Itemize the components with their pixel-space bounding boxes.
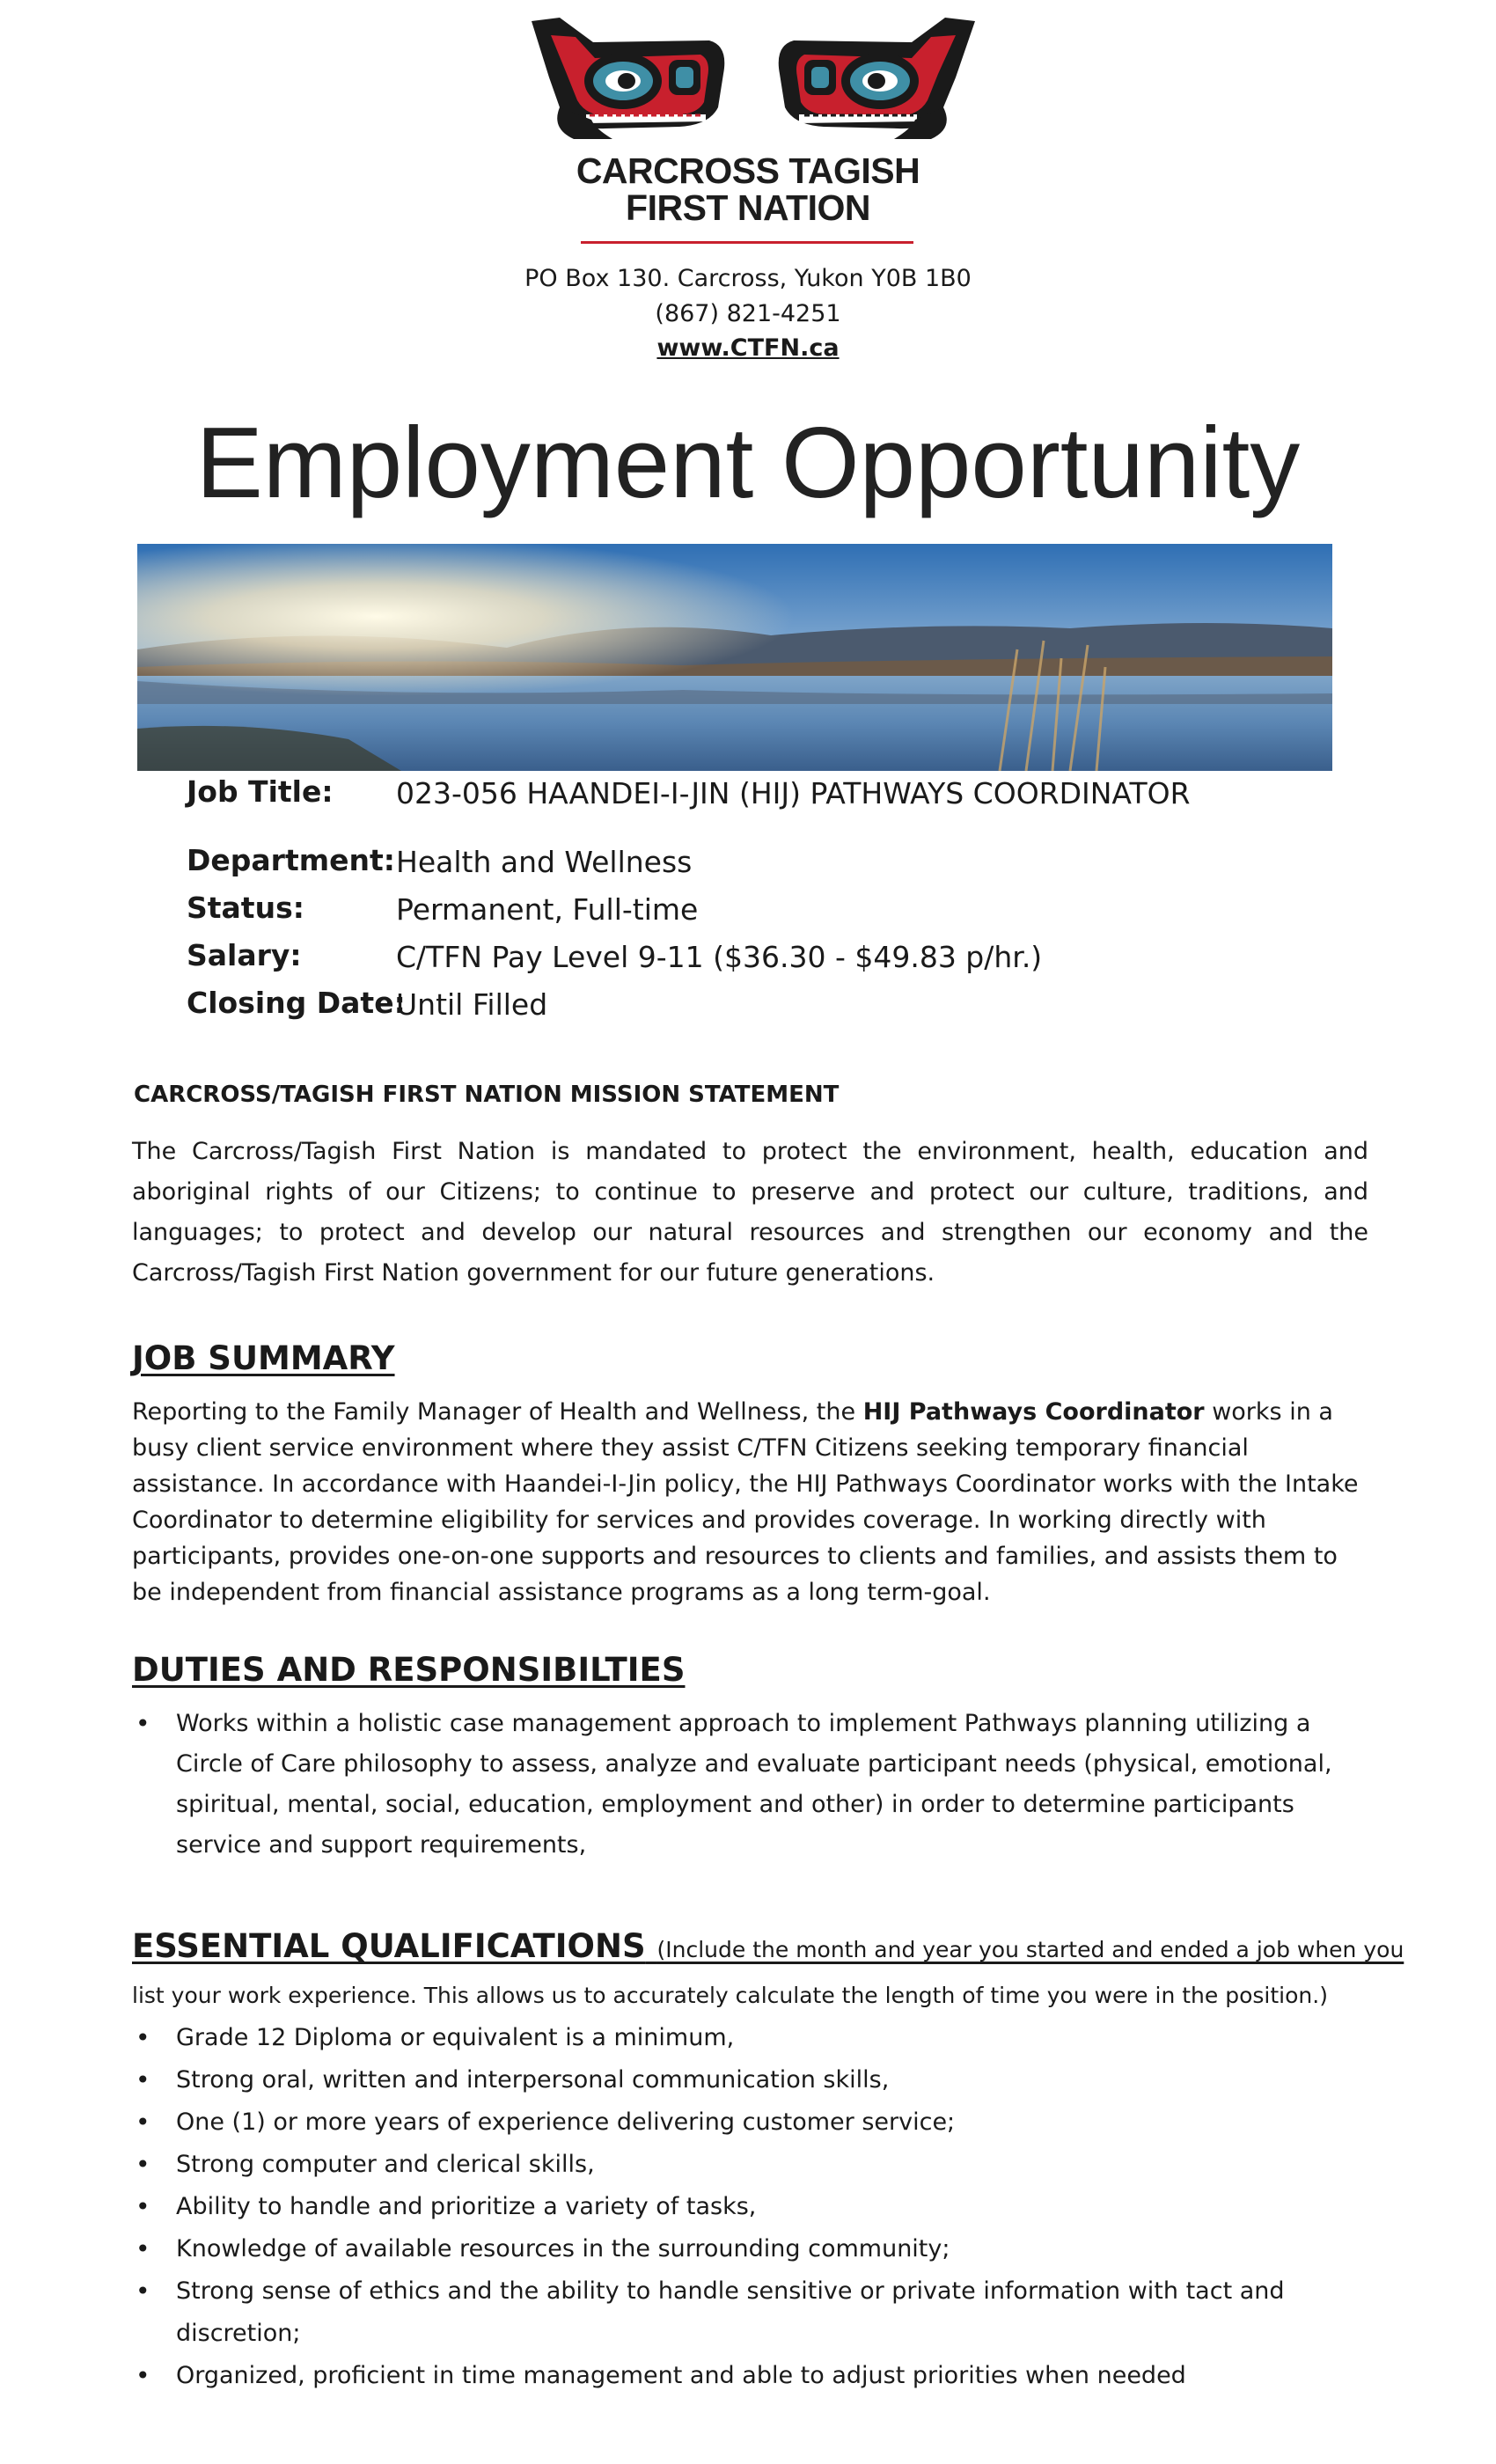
qualification-item: • Grade 12 Diploma or equivalent is a minimum, bbox=[132, 2017, 1373, 2059]
qualification-item: • One (1) or more years of experience delivering customer service; bbox=[132, 2101, 1373, 2144]
lake-mountain-sunrise-photo bbox=[137, 544, 1332, 771]
org-name-line2: FIRST NATION bbox=[626, 187, 870, 228]
job-summary-role-name: HIJ Pathways Coordinator bbox=[862, 1398, 1205, 1426]
qualifications-note-part2: list your work experience. This allows us to accurately calculate the length of time you were in the position.) bbox=[132, 1983, 1328, 2008]
closing-date-value: Until Filled bbox=[396, 987, 548, 1022]
qualifications-heading-row bbox=[132, 1927, 1404, 1969]
qualifications-heading: ESSENTIAL QUALIFICATIONS bbox=[132, 1927, 646, 1965]
salary-label: Salary: bbox=[187, 938, 302, 972]
duties-heading: DUTIES AND RESPONSIBILTIES bbox=[132, 1651, 686, 1689]
job-summary-text bbox=[132, 1394, 1360, 1610]
ctfn-formline-crest-icon bbox=[524, 16, 982, 148]
job-summary-text-part2: works in a busy client service environment where they assist C/TFN Citizens seeking temporary financial assistance. In accordance with Haandei-I-Jin policy, the HIJ Pathways Coordinator works with the Intake Coordinator to determine eligibility for services and provides coverage. In working directly with participants, provides one-on-one supports and resources to clients and families, and assists them to be independent from financial assistance programs as a long term-goal. bbox=[132, 1398, 1359, 1606]
mission-statement-text: The Carcross/Tagish First Nation is mandated to protect the environment, health, education and aboriginal rights of our Citizens; to continue to preserve and protect our culture, traditions, and languages; to protect and develop our natural resources and strengthen our economy and the Carcross/Tagish First Nation government for our future generations. bbox=[132, 1138, 1368, 1287]
mission-statement-heading: CARCROSS/TAGISH FIRST NATION MISSION STATEMENT bbox=[134, 1082, 840, 1108]
job-title-label: Job Title: bbox=[187, 774, 334, 809]
header-divider bbox=[581, 241, 913, 244]
page-title: Employment Opportunity bbox=[195, 407, 1301, 519]
qualifications-note-part1: (Include the month and year you started and ended a job when you bbox=[656, 1937, 1404, 1962]
website-link[interactable]: www.CTFN.ca bbox=[656, 334, 840, 362]
qualification-item: • Ability to handle and prioritize a variety of tasks, bbox=[132, 2186, 1373, 2228]
status-label: Status: bbox=[187, 891, 304, 925]
phone-number: (867) 821-4251 bbox=[655, 300, 841, 327]
mailing-address: PO Box 130. Carcross, Yukon Y0B 1B0 bbox=[524, 265, 972, 292]
org-name-line1: CARCROSS TAGISH bbox=[576, 150, 920, 191]
job-summary-text-part1: Reporting to the Family Manager of Health and Wellness, the bbox=[132, 1398, 863, 1426]
job-summary-heading: JOB SUMMARY bbox=[132, 1339, 395, 1377]
closing-date-label: Closing Date: bbox=[187, 986, 406, 1020]
qualification-item: • Organized, proficient in time management and able to adjust priorities when needed bbox=[132, 2355, 1373, 2397]
department-value: Health and Wellness bbox=[396, 845, 693, 879]
qualification-item: • Strong oral, written and interpersonal communication skills, bbox=[132, 2059, 1373, 2101]
job-title-value: 023-056 HAANDEI-I-JIN (HIJ) PATHWAYS COORDINATOR bbox=[396, 776, 1191, 810]
qualification-item: • Strong computer and clerical skills, bbox=[132, 2144, 1373, 2186]
duties-list-item: • Works within a holistic case management approach to implement Pathways planning utilizing a Circle of Care philosophy to assess, analyze and evaluate participant needs (physical, emotional, spiritual, mental, social, education, employment and other) in order to determine participants service and support requirements, bbox=[132, 1704, 1373, 1866]
duties-list bbox=[132, 1704, 1373, 1866]
qualification-item: • Strong sense of ethics and the ability to handle sensitive or private information with tact and discretion; bbox=[132, 2270, 1373, 2355]
qualifications-list bbox=[132, 2017, 1373, 2397]
qualification-item: • Knowledge of available resources in the surrounding community; bbox=[132, 2228, 1373, 2270]
status-value: Permanent, Full-time bbox=[396, 892, 699, 927]
department-label: Department: bbox=[187, 843, 395, 877]
salary-value: C/TFN Pay Level 9-11 ($36.30 - $49.83 p/hr.) bbox=[396, 940, 1043, 974]
